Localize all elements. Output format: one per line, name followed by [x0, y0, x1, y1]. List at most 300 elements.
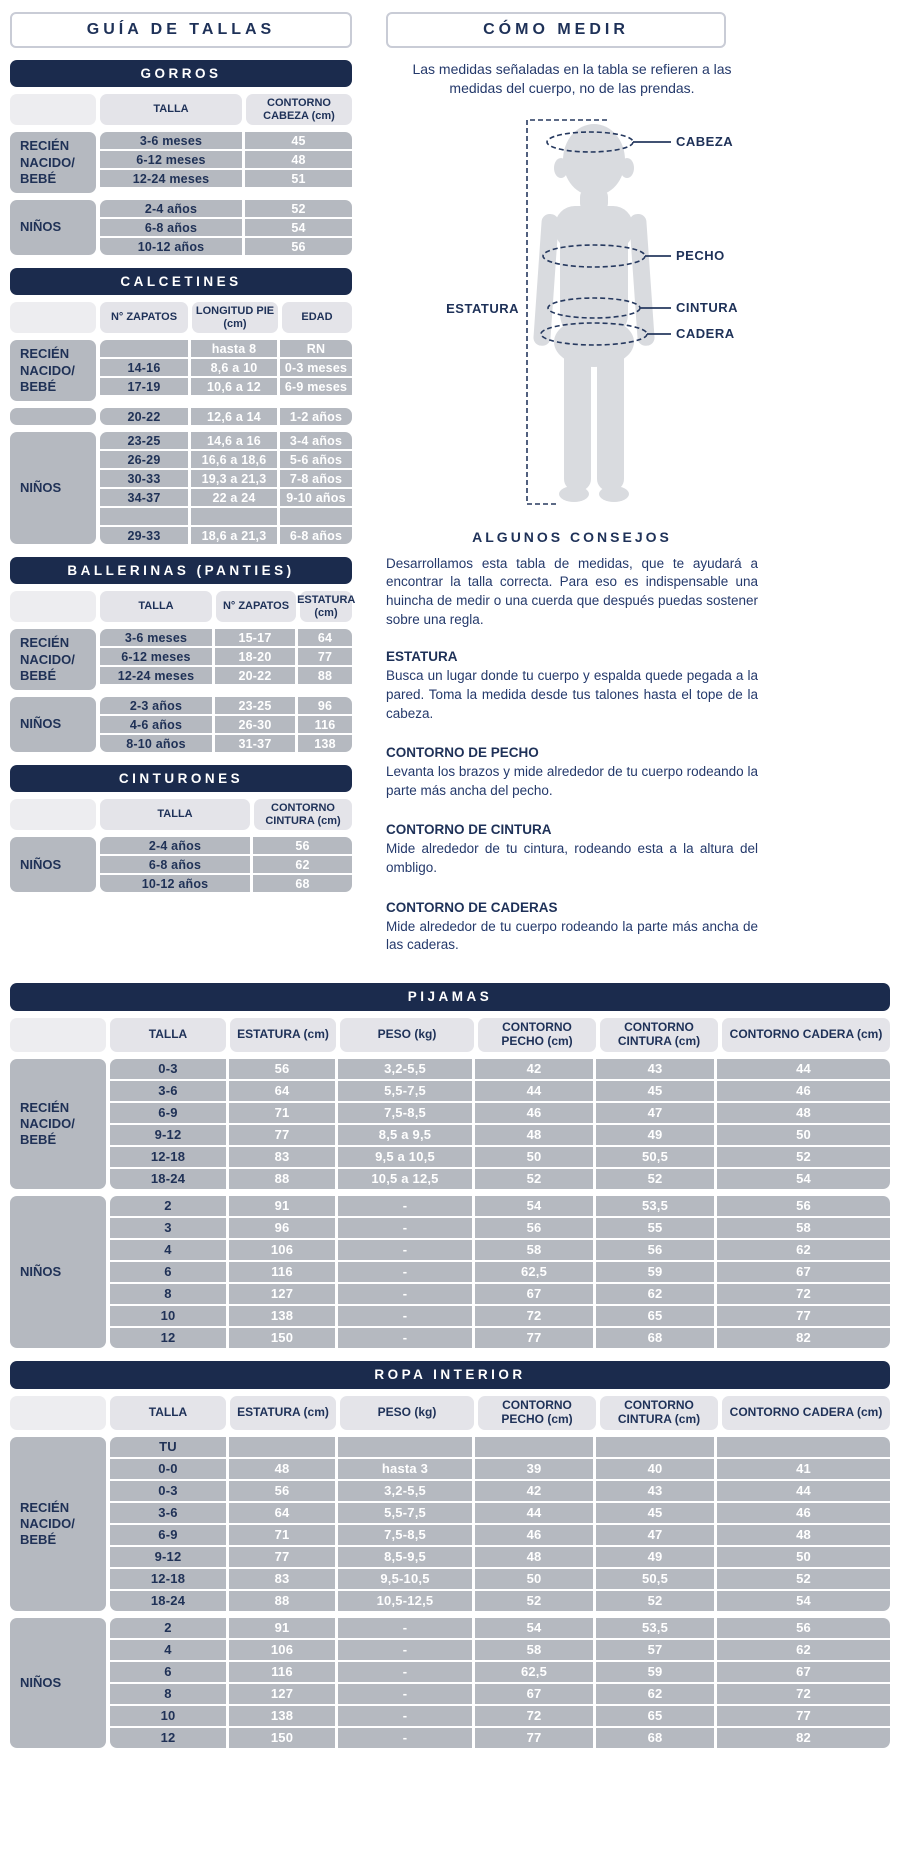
table-cell: 54 [475, 1196, 593, 1216]
section-title: ROPA INTERIOR [374, 1367, 526, 1383]
section-title: BALLERINAS (PANTIES) [67, 563, 295, 579]
table-cell: - [338, 1684, 472, 1704]
table-cell: 77 [229, 1125, 335, 1145]
table-cell: 52 [596, 1591, 714, 1611]
measure-section-title: CONTORNO DE PECHO [386, 745, 539, 761]
column-header: TALLA [100, 94, 242, 125]
table-cell: 82 [717, 1728, 890, 1748]
column-header: ESTATURA (cm) [300, 591, 352, 622]
table-cell: 6-8 años [280, 527, 352, 544]
column-header: TALLA [110, 1018, 226, 1052]
ropa-interior-section [10, 1361, 890, 1748]
table-cell: 106 [229, 1640, 335, 1660]
table-cell: 2-4 años [100, 837, 250, 854]
table-cell: 88 [229, 1169, 335, 1189]
row-group-label: NIÑOS [10, 1196, 106, 1348]
table-cell: 57 [596, 1640, 714, 1660]
group-rows [110, 1059, 890, 1189]
table-cell: 31-37 [215, 735, 295, 752]
table-row [110, 1103, 890, 1123]
group-rows [110, 1618, 890, 1748]
table-cell: 77 [717, 1706, 890, 1726]
table-cell: 12 [110, 1728, 226, 1748]
table-cell: - [338, 1196, 472, 1216]
table-row [110, 1459, 890, 1479]
table-cell: 18,6 a 21,3 [191, 527, 277, 544]
table-row [100, 132, 352, 149]
table-cell: 62 [253, 856, 352, 873]
table-cell: 47 [596, 1103, 714, 1123]
table-cell: 46 [475, 1525, 593, 1545]
table-cell: 72 [475, 1306, 593, 1326]
table-cell: 3-6 meses [100, 132, 242, 149]
table-cell: 58 [475, 1240, 593, 1260]
table-cell: 47 [596, 1525, 714, 1545]
table-row [110, 1662, 890, 1682]
table-cell: 3-6 meses [100, 629, 212, 646]
table-cell: 50,5 [596, 1147, 714, 1167]
table-group [10, 697, 352, 752]
table-row [110, 1262, 890, 1282]
section-title: CINTURONES [118, 771, 244, 787]
measure-section-title: CONTORNO DE CINTURA [386, 822, 552, 838]
table-cell: 2 [110, 1196, 226, 1216]
table-cell: 59 [596, 1662, 714, 1682]
table-row [100, 451, 352, 468]
table-cell: 4 [110, 1640, 226, 1660]
ballerinas-section [10, 557, 356, 752]
contorno-pecho-instructions [386, 745, 758, 800]
table-cell: 10 [110, 1706, 226, 1726]
column-header: PESO (kg) [340, 1018, 474, 1052]
table-cell: 150 [229, 1328, 335, 1348]
table-row [110, 1728, 890, 1748]
table-cell: 68 [253, 875, 352, 892]
table-cell: 54 [475, 1618, 593, 1638]
section-title: GORROS [140, 66, 222, 81]
table-cell: 6-8 años [100, 856, 250, 873]
table-cell: 12-18 [110, 1569, 226, 1589]
estatura-instructions [386, 649, 758, 723]
column-header: PESO (kg) [340, 1396, 474, 1430]
table-cell: 67 [475, 1284, 593, 1304]
table-group [10, 629, 352, 690]
table-cell: 18-20 [215, 648, 295, 665]
measure-section-text: Levanta los brazos y mide alrededor de tu cuerpo rodeando la parte más ancha del pecho. [386, 764, 758, 798]
column-header: N° ZAPATOS [216, 591, 296, 622]
table-row [110, 1169, 890, 1189]
cinturones-section [10, 765, 352, 892]
table-cell: 7-8 años [280, 470, 352, 487]
table-cell: 18-24 [110, 1169, 226, 1189]
table-row [100, 408, 352, 425]
table-row [110, 1684, 890, 1704]
table-group [10, 340, 352, 401]
table-group [10, 1618, 890, 1748]
group-rows [100, 629, 352, 690]
table-cell: 72 [717, 1284, 890, 1304]
table-cell: 68 [596, 1328, 714, 1348]
calcetines-section [10, 268, 352, 544]
row-group-label [10, 408, 96, 425]
table-cell: 26-30 [215, 716, 295, 733]
table-cell: 54 [717, 1591, 890, 1611]
table-cell: 52 [717, 1147, 890, 1167]
table-header-row [10, 1396, 890, 1430]
table-cell: 14-16 [100, 359, 188, 376]
consejos-text: Desarrollamos esta tabla de medidas, que te ayudará a encontrar la talla correcta. Para eso es indispensable una huincha de medir o una cuerda que después puedas sostener sobre una regla. [386, 555, 758, 627]
cinturones-table [10, 799, 352, 892]
table-cell: 64 [298, 629, 352, 646]
table-cell: 23-25 [215, 697, 295, 714]
table-cell: 62 [717, 1240, 890, 1260]
table-row [100, 151, 352, 168]
group-rows [100, 432, 352, 544]
table-cell: 53,5 [596, 1196, 714, 1216]
column-header: TALLA [110, 1396, 226, 1430]
table-cell: 67 [475, 1684, 593, 1704]
table-cell: 52 [475, 1169, 593, 1189]
calcetines-section-bar [10, 268, 352, 295]
table-cell: 6-12 meses [100, 151, 242, 168]
table-cell: 46 [717, 1503, 890, 1523]
corner-cell [10, 1396, 106, 1430]
table-cell: 5,5-7,5 [338, 1081, 472, 1101]
table-cell: 67 [717, 1262, 890, 1282]
group-rows [110, 1437, 890, 1611]
table-cell: 56 [717, 1618, 890, 1638]
table-row [110, 1481, 890, 1501]
child-silhouette-figure [397, 108, 747, 518]
table-cell: 8,6 a 10 [191, 359, 277, 376]
table-cell: - [338, 1240, 472, 1260]
gorros-table [10, 94, 352, 255]
table-cell: 3-4 años [280, 432, 352, 449]
table-cell: 96 [298, 697, 352, 714]
table-cell: 46 [717, 1081, 890, 1101]
table-cell: 40 [596, 1459, 714, 1479]
table-cell: 39 [475, 1459, 593, 1479]
table-cell: 1-2 años [280, 408, 352, 425]
section-title: PIJAMAS [407, 989, 493, 1005]
table-cell: 12-24 meses [100, 170, 242, 187]
table-cell: 56 [229, 1481, 335, 1501]
table-cell: 56 [717, 1196, 890, 1216]
row-group-label: NIÑOS [10, 200, 96, 255]
table-cell: 48 [245, 151, 352, 168]
column-header: N° ZAPATOS [100, 302, 188, 333]
table-cell: 64 [229, 1081, 335, 1101]
measure-section-title: ESTATURA [386, 649, 458, 665]
ballerinas-table [10, 591, 356, 752]
table-cell: 52 [717, 1569, 890, 1589]
table-row [110, 1618, 890, 1638]
table-cell: 10,5 a 12,5 [338, 1169, 472, 1189]
gorros-section-bar [10, 60, 352, 87]
table-cell: 62,5 [475, 1262, 593, 1282]
table-row [110, 1640, 890, 1660]
measure-intro-text: Las medidas señaladas en la tabla se refieren a las medidas del cuerpo, no de las prendas. [412, 61, 732, 96]
column-header: CONTORNO CADERA (cm) [722, 1396, 890, 1430]
table-cell: 64 [229, 1503, 335, 1523]
table-cell: 19,3 a 21,3 [191, 470, 277, 487]
como-medir-title: CÓMO MEDIR [483, 21, 629, 38]
column-header: CONTORNO CINTURA (cm) [600, 1396, 718, 1430]
table-row [100, 837, 352, 854]
table-cell [100, 508, 188, 525]
guide-title: GUÍA DE TALLAS [86, 21, 276, 38]
table-cell: 116 [298, 716, 352, 733]
table-cell: 106 [229, 1240, 335, 1260]
pecho-label: PECHO [676, 247, 725, 263]
pijamas-section [10, 983, 890, 1348]
table-cell [717, 1437, 890, 1457]
column-header: LONGITUD PIE (cm) [192, 302, 278, 333]
table-header-row [10, 591, 356, 622]
table-cell: 26-29 [100, 451, 188, 468]
table-cell: 16,6 a 18,6 [191, 451, 277, 468]
table-cell: 65 [596, 1306, 714, 1326]
table-cell: 4-6 años [100, 716, 212, 733]
table-row [100, 508, 352, 525]
table-cell: 48 [717, 1525, 890, 1545]
table-cell: 4 [110, 1240, 226, 1260]
table-row [100, 340, 352, 357]
table-group [10, 132, 352, 193]
table-cell: 138 [229, 1306, 335, 1326]
table-row [100, 875, 352, 892]
table-cell: 44 [717, 1481, 890, 1501]
table-cell: 52 [245, 200, 352, 217]
table-cell: 10,6 a 12 [191, 378, 277, 395]
table-row [100, 359, 352, 376]
table-cell [596, 1437, 714, 1457]
table-cell: 8 [110, 1684, 226, 1704]
table-cell: 8,5 a 9,5 [338, 1125, 472, 1145]
table-cell: hasta 8 [191, 340, 277, 357]
measure-section-title: CONTORNO DE CADERAS [386, 899, 558, 915]
table-cell: 5-6 años [280, 451, 352, 468]
table-cell: - [338, 1728, 472, 1748]
table-cell: 67 [717, 1662, 890, 1682]
table-cell: 65 [596, 1706, 714, 1726]
table-cell: 82 [717, 1328, 890, 1348]
table-cell: 50 [475, 1147, 593, 1167]
table-cell: 56 [596, 1240, 714, 1260]
table-group [10, 432, 352, 544]
table-cell: 72 [475, 1706, 593, 1726]
table-row [110, 1547, 890, 1567]
contorno-caderas-instructions [386, 900, 758, 955]
table-row [100, 527, 352, 544]
measure-section-text: Mide alrededor de tu cintura, rodeando esta a la altura del ombligo. [386, 841, 758, 876]
table-cell: 6-9 [110, 1103, 226, 1123]
table-cell [280, 508, 352, 525]
table-row [100, 629, 352, 646]
table-group [10, 1059, 890, 1189]
table-cell: 6-9 [110, 1525, 226, 1545]
table-cell: 58 [717, 1218, 890, 1238]
table-cell: 10 [110, 1306, 226, 1326]
table-cell: 20-22 [100, 408, 188, 425]
table-cell: 138 [229, 1706, 335, 1726]
group-rows [100, 200, 352, 255]
table-cell: 20-22 [215, 667, 295, 684]
guide-title-box [10, 12, 352, 48]
table-cell: hasta 3 [338, 1459, 472, 1479]
table-row [110, 1218, 890, 1238]
table-cell: 6-9 meses [280, 378, 352, 395]
group-rows [100, 408, 352, 425]
table-cell: 3-6 [110, 1503, 226, 1523]
table-row [100, 697, 352, 714]
cabeza-label: CABEZA [676, 133, 734, 149]
cinturones-section-bar [10, 765, 352, 792]
table-cell: 12-18 [110, 1147, 226, 1167]
table-cell: 50 [717, 1125, 890, 1145]
group-rows [100, 340, 352, 401]
group-rows [100, 837, 352, 892]
table-cell: 8 [110, 1284, 226, 1304]
table-cell: 58 [475, 1640, 593, 1660]
table-group [10, 1437, 890, 1611]
estatura-label: ESTATURA [446, 300, 519, 316]
table-cell: 45 [596, 1081, 714, 1101]
table-cell: 77 [717, 1306, 890, 1326]
corner-cell [10, 94, 96, 125]
table-cell: 62 [717, 1640, 890, 1660]
table-row [110, 1059, 890, 1079]
row-group-label: RECIÉN NACIDO/ BEBÉ [10, 1059, 106, 1189]
table-cell: 48 [475, 1547, 593, 1567]
table-cell: 56 [245, 238, 352, 255]
gorros-section [10, 60, 352, 255]
table-cell: 17-19 [100, 378, 188, 395]
table-cell: 71 [229, 1525, 335, 1545]
table-cell: 50,5 [596, 1569, 714, 1589]
table-cell: 55 [596, 1218, 714, 1238]
ropa-interior-table [10, 1396, 890, 1748]
table-header-row [10, 302, 352, 333]
table-row [110, 1503, 890, 1523]
table-cell: 88 [298, 667, 352, 684]
table-cell [338, 1437, 472, 1457]
table-cell: 10-12 años [100, 238, 242, 255]
table-cell: 0-3 [110, 1481, 226, 1501]
table-row [100, 716, 352, 733]
group-rows [110, 1196, 890, 1348]
table-cell: 52 [475, 1591, 593, 1611]
table-row [100, 648, 352, 665]
table-cell: 54 [717, 1169, 890, 1189]
table-cell: 2-4 años [100, 200, 242, 217]
table-cell: - [338, 1328, 472, 1348]
table-cell: 6-8 años [100, 219, 242, 236]
table-cell: 6 [110, 1262, 226, 1282]
table-cell: 51 [245, 170, 352, 187]
table-cell: - [338, 1218, 472, 1238]
table-cell: - [338, 1284, 472, 1304]
table-cell: 12 [110, 1328, 226, 1348]
table-cell: 9,5-10,5 [338, 1569, 472, 1589]
column-header: CONTORNO CINTURA (cm) [254, 799, 352, 830]
table-cell: 62 [596, 1284, 714, 1304]
table-row [110, 1525, 890, 1545]
table-cell [191, 508, 277, 525]
column-header: CONTORNO PECHO (cm) [478, 1018, 596, 1052]
table-cell: RN [280, 340, 352, 357]
table-cell: 3,2-5,5 [338, 1059, 472, 1079]
table-cell: TU [110, 1437, 226, 1457]
table-cell: 15-17 [215, 629, 295, 646]
table-cell: 48 [717, 1103, 890, 1123]
table-cell: 18-24 [110, 1591, 226, 1611]
table-cell: 77 [475, 1328, 593, 1348]
table-group [10, 837, 352, 892]
table-cell: 30-33 [100, 470, 188, 487]
table-cell: 50 [717, 1547, 890, 1567]
table-cell: 77 [229, 1547, 335, 1567]
table-row [100, 667, 352, 684]
table-row [110, 1284, 890, 1304]
corner-cell [10, 591, 96, 622]
top-two-column-area [10, 12, 890, 977]
table-row [100, 170, 352, 187]
section-title: CALCETINES [120, 274, 242, 290]
calcetines-table [10, 302, 352, 544]
row-group-label: NIÑOS [10, 837, 96, 892]
table-cell: - [338, 1662, 472, 1682]
group-rows [100, 697, 352, 752]
column-header: TALLA [100, 591, 212, 622]
table-cell: 91 [229, 1618, 335, 1638]
table-cell: 48 [229, 1459, 335, 1479]
table-row [100, 219, 352, 236]
corner-cell [10, 302, 96, 333]
column-header: ESTATURA (cm) [230, 1018, 336, 1052]
table-row [100, 200, 352, 217]
consejos-title: ALGUNOS CONSEJOS [472, 528, 672, 545]
table-cell: 44 [717, 1059, 890, 1079]
table-cell: 45 [596, 1503, 714, 1523]
body-measure-diagram [386, 108, 758, 523]
row-group-label: RECIÉN NACIDO/ BEBÉ [10, 1437, 106, 1611]
table-row [110, 1147, 890, 1167]
table-cell: 43 [596, 1059, 714, 1079]
table-cell: 49 [596, 1125, 714, 1145]
table-cell: 42 [475, 1059, 593, 1079]
table-cell: 44 [475, 1081, 593, 1101]
table-row [100, 238, 352, 255]
table-row [110, 1569, 890, 1589]
table-cell: 91 [229, 1196, 335, 1216]
table-cell: 45 [245, 132, 352, 149]
table-cell: 3,2-5,5 [338, 1481, 472, 1501]
column-header: CONTORNO CADERA (cm) [722, 1018, 890, 1052]
table-row [110, 1125, 890, 1145]
table-cell: 138 [298, 735, 352, 752]
table-cell: 56 [253, 837, 352, 854]
table-cell: 116 [229, 1262, 335, 1282]
table-cell: 62 [596, 1684, 714, 1704]
table-cell: 56 [229, 1059, 335, 1079]
table-cell: 49 [596, 1547, 714, 1567]
table-cell: 72 [717, 1684, 890, 1704]
table-cell: 83 [229, 1147, 335, 1167]
table-cell: 52 [596, 1169, 714, 1189]
table-cell: 48 [475, 1125, 593, 1145]
table-cell: 9-12 [110, 1547, 226, 1567]
